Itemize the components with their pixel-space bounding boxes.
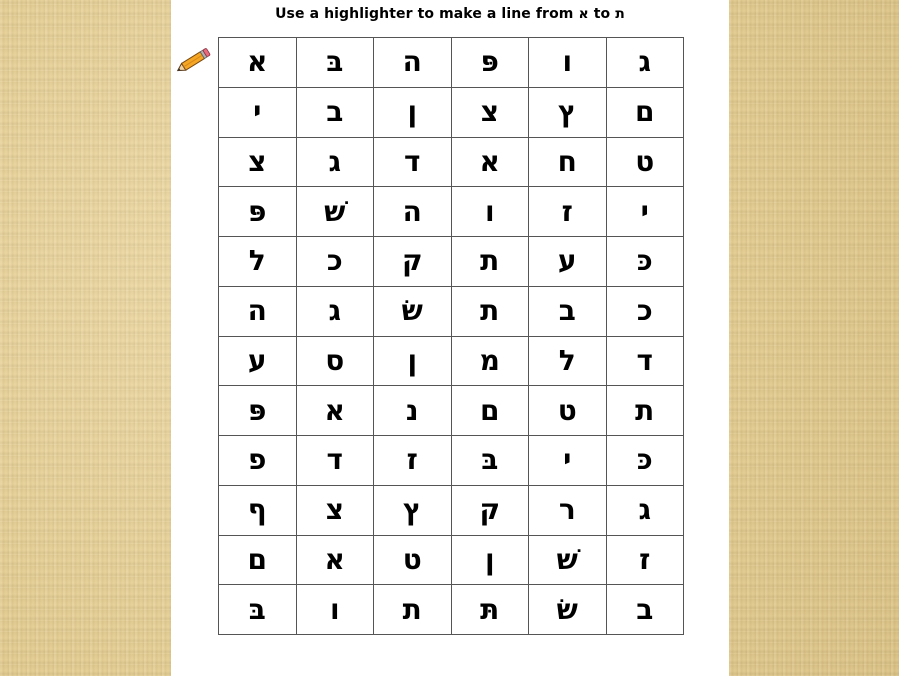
- letter-cell[interactable]: ת: [451, 237, 529, 287]
- instruction-text: [171, 6, 729, 22]
- grid-row: [219, 87, 684, 137]
- letter-cell[interactable]: ק: [451, 485, 529, 535]
- letter-cell[interactable]: צ: [296, 485, 374, 535]
- letter-cell[interactable]: ע: [219, 336, 297, 386]
- letter-cell[interactable]: א: [451, 137, 529, 187]
- letter-cell[interactable]: ה: [219, 286, 297, 336]
- letter-cell[interactable]: ג: [606, 38, 684, 88]
- grid-row: [219, 535, 684, 585]
- grid-row: [219, 485, 684, 535]
- letter-cell[interactable]: ק: [374, 237, 452, 287]
- pencil-icon: [173, 46, 213, 76]
- letter-cell[interactable]: בּ: [296, 38, 374, 88]
- letter-cell[interactable]: ה: [374, 38, 452, 88]
- letter-cell[interactable]: ל: [529, 336, 607, 386]
- grid-row: [219, 187, 684, 237]
- letter-cell[interactable]: ד: [606, 336, 684, 386]
- grid-row: [219, 137, 684, 187]
- letter-cell[interactable]: פ: [219, 436, 297, 486]
- letter-cell[interactable]: א: [296, 535, 374, 585]
- letter-cell[interactable]: כּ: [606, 237, 684, 287]
- letter-cell[interactable]: ט: [529, 386, 607, 436]
- letter-cell[interactable]: מ: [451, 336, 529, 386]
- letter-cell[interactable]: ס: [296, 336, 374, 386]
- letter-cell[interactable]: בּ: [219, 585, 297, 635]
- grid-row: [219, 336, 684, 386]
- grid-row: [219, 386, 684, 436]
- letter-cell[interactable]: ן: [451, 535, 529, 585]
- letter-grid: [218, 37, 684, 635]
- grid-row: [219, 237, 684, 287]
- letter-cell[interactable]: שׁ: [529, 535, 607, 585]
- letter-cell[interactable]: ם: [606, 87, 684, 137]
- letter-cell[interactable]: ט: [606, 137, 684, 187]
- letter-cell[interactable]: כּ: [606, 436, 684, 486]
- letter-cell[interactable]: א: [219, 38, 297, 88]
- letter-cell[interactable]: ו: [451, 187, 529, 237]
- letter-cell[interactable]: ת: [451, 286, 529, 336]
- letter-cell[interactable]: כ: [296, 237, 374, 287]
- letter-cell[interactable]: ו: [296, 585, 374, 635]
- letter-cell[interactable]: ח: [529, 137, 607, 187]
- letter-cell[interactable]: ל: [219, 237, 297, 287]
- letter-cell[interactable]: ף: [219, 485, 297, 535]
- letter-cell[interactable]: צ: [451, 87, 529, 137]
- letter-cell[interactable]: י: [529, 436, 607, 486]
- letter-cell[interactable]: ב: [606, 585, 684, 635]
- letter-cell[interactable]: י: [219, 87, 297, 137]
- letter-cell[interactable]: שׁ: [296, 187, 374, 237]
- letter-cell[interactable]: פּ: [219, 386, 297, 436]
- letter-cell[interactable]: פּ: [451, 38, 529, 88]
- letter-cell[interactable]: ץ: [529, 87, 607, 137]
- letter-cell[interactable]: י: [606, 187, 684, 237]
- letter-cell[interactable]: ז: [606, 535, 684, 585]
- letter-cell[interactable]: ה: [374, 187, 452, 237]
- grid-row: [219, 286, 684, 336]
- letter-cell[interactable]: ב: [296, 87, 374, 137]
- letter-cell[interactable]: נ: [374, 386, 452, 436]
- letter-cell[interactable]: ג: [296, 286, 374, 336]
- instruction-from-letter: א: [578, 6, 589, 22]
- instruction-to-letter: ת: [615, 6, 625, 22]
- letter-cell[interactable]: ז: [374, 436, 452, 486]
- letter-cell[interactable]: ץ: [374, 485, 452, 535]
- letter-cell[interactable]: ב: [529, 286, 607, 336]
- letter-cell[interactable]: ז: [529, 187, 607, 237]
- letter-cell[interactable]: ת: [374, 585, 452, 635]
- letter-cell[interactable]: תּ: [451, 585, 529, 635]
- worksheet-page: [171, 0, 729, 676]
- grid-row: [219, 436, 684, 486]
- letter-cell[interactable]: ע: [529, 237, 607, 287]
- letter-cell[interactable]: כ: [606, 286, 684, 336]
- letter-cell[interactable]: ם: [219, 535, 297, 585]
- letter-cell[interactable]: ד: [296, 436, 374, 486]
- letter-cell[interactable]: ר: [529, 485, 607, 535]
- letter-cell[interactable]: פּ: [219, 187, 297, 237]
- letter-cell[interactable]: שׂ: [374, 286, 452, 336]
- letter-cell[interactable]: ם: [451, 386, 529, 436]
- letter-cell[interactable]: ן: [374, 336, 452, 386]
- letter-cell[interactable]: ג: [296, 137, 374, 187]
- letter-cell[interactable]: ו: [529, 38, 607, 88]
- letter-cell[interactable]: ג: [606, 485, 684, 535]
- letter-cell[interactable]: בּ: [451, 436, 529, 486]
- letter-cell[interactable]: ן: [374, 87, 452, 137]
- letter-cell[interactable]: ד: [374, 137, 452, 187]
- letter-cell[interactable]: צ: [219, 137, 297, 187]
- grid-row: [219, 585, 684, 635]
- grid-row: [219, 38, 684, 88]
- letter-cell[interactable]: ת: [606, 386, 684, 436]
- letter-cell[interactable]: שׂ: [529, 585, 607, 635]
- instruction-prefix: Use a highlighter to make a line from: [275, 6, 579, 22]
- instruction-middle: to: [588, 6, 616, 22]
- letter-cell[interactable]: א: [296, 386, 374, 436]
- letter-cell[interactable]: ט: [374, 535, 452, 585]
